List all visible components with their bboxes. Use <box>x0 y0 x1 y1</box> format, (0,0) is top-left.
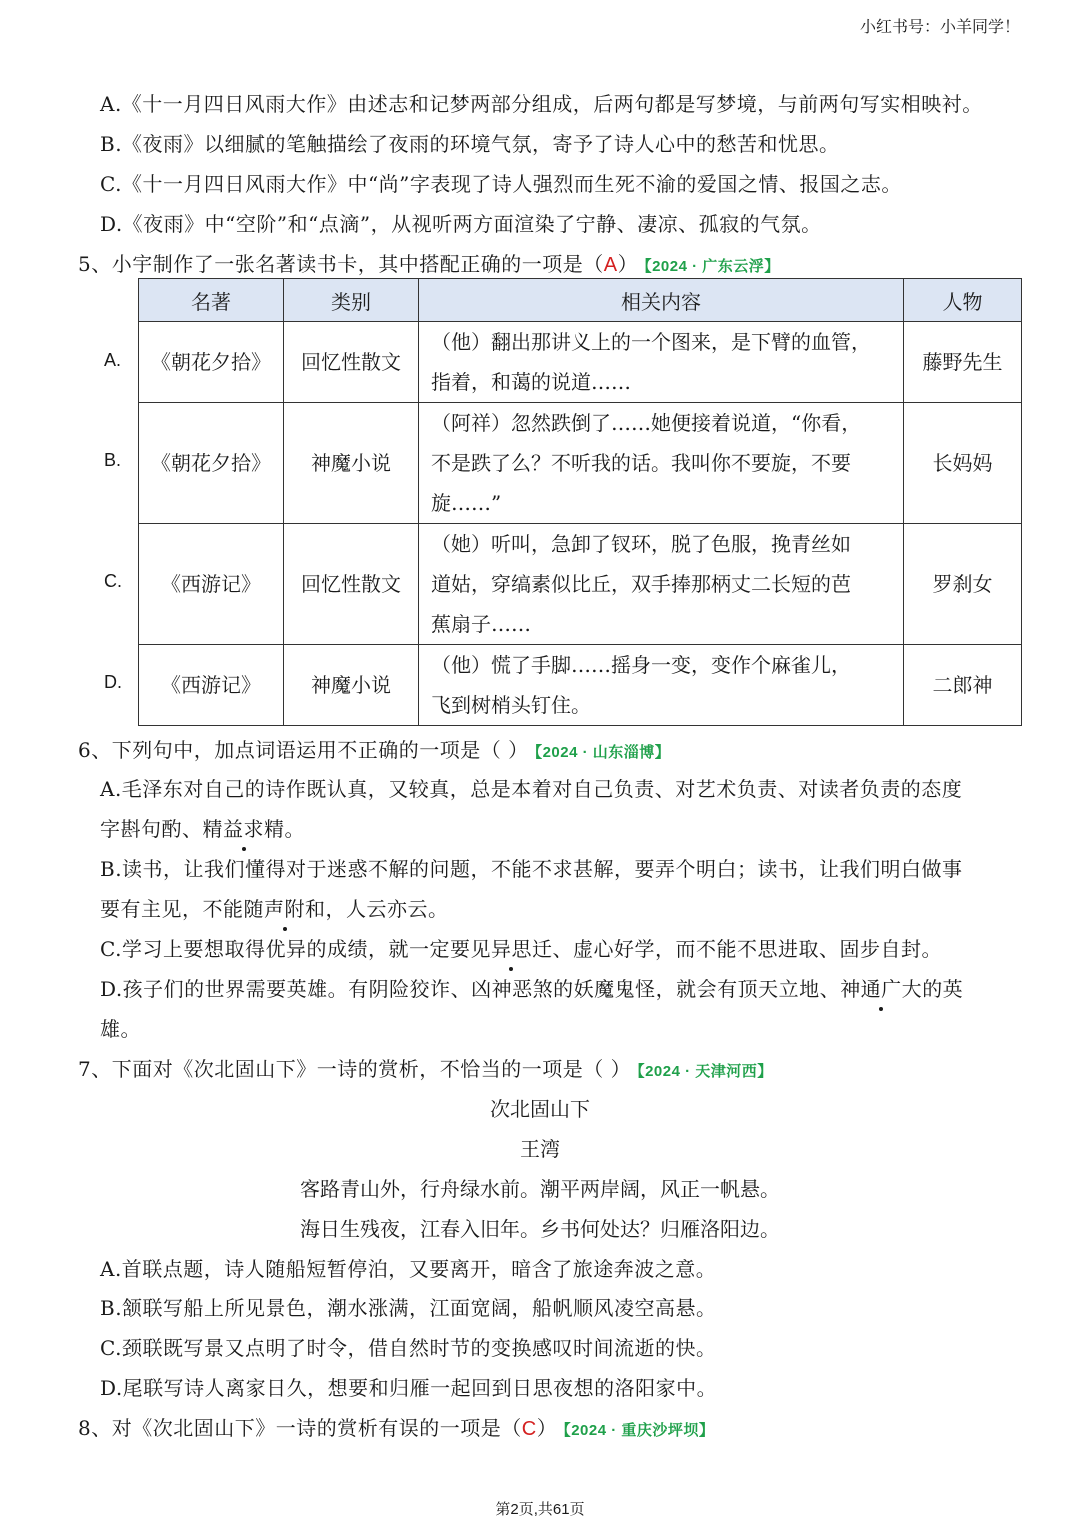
cell-book: 《朝花夕拾》 <box>139 322 284 403</box>
row-label-d: D. <box>104 672 122 692</box>
cell-book: 《西游记》 <box>139 645 284 726</box>
table-row <box>139 524 1022 645</box>
header-genre: 类别 <box>284 279 419 322</box>
cell-person: 藤野先生 <box>904 322 1022 403</box>
content-line: 指着，和蔼的说道…… <box>431 370 631 394</box>
text-run: 、虚心好学，而不能不思进取、固步自封。 <box>552 937 942 961</box>
q4-option-d: D.《夜雨》中“空阶”和“点滴”，从视听两方面渲染了宁静、凄凉、孤寂的气氛。 <box>100 212 822 236</box>
content-line: （他）慌了手脚……摇身一变，变作个麻雀儿， <box>431 653 851 677</box>
q7-stem <box>78 1053 773 1082</box>
q5-stem <box>78 248 780 277</box>
table-row <box>139 645 1022 726</box>
cell-genre: 回忆性散文 <box>284 524 419 645</box>
table-row <box>139 322 1022 403</box>
cell-person: 二郎神 <box>904 645 1022 726</box>
q6-option-b-line1: B.读书，让我们懂得对于迷惑不解的问题，不能不求甚解，要弄个明白；读书，让我们明白做事 <box>100 857 963 881</box>
q6-option-d-line1 <box>100 973 963 1002</box>
q6-option-a-line2 <box>100 813 305 842</box>
q7-option-c: C.颈联既写景又点明了时令，借自然时节的变换感叹时间流逝的快。 <box>100 1336 717 1360</box>
content-line: 道姑，穿缟素似比丘，双手捧那柄丈二长短的芭 <box>431 572 851 596</box>
q5-source-tag: 【2024 · 广东云浮】 <box>644 258 780 275</box>
table-row <box>139 403 1022 524</box>
q8-stem-after: ） <box>536 1416 558 1440</box>
cell-content <box>419 645 904 726</box>
cell-genre: 回忆性散文 <box>284 322 419 403</box>
q7-option-b: B.颔联写船上所见景色，潮水涨满，江面宽阔，船帆顺风凌空高悬。 <box>100 1296 717 1320</box>
q5-stem-after: ） <box>617 252 639 276</box>
q8-stem-before: 8、对《次北固山下》一诗的赏析有误的一项是（ <box>78 1416 522 1440</box>
q4-option-a: A.《十一月四日风雨大作》由述志和记梦两部分组成，后两句都是写梦境，与前两句写实相映衬。 <box>100 92 983 116</box>
dotted-term: 神通广大 <box>840 973 922 1002</box>
poem-line-2: 海日生残夜，江春入旧年。乡书何处达？归雁洛阳边。 <box>300 1217 780 1241</box>
dotted-term: 见异思迁 <box>470 933 552 962</box>
q6-stem-text: 6、下列句中，加点词语运用不正确的一项是（ ） <box>78 738 529 762</box>
q5-answer: A <box>603 254 618 276</box>
q4-option-c: C.《十一月四日风雨大作》中“尚”字表现了诗人强烈而生死不渝的爱国之情、报国之志。 <box>100 172 902 196</box>
cell-person: 长妈妈 <box>904 403 1022 524</box>
cell-content <box>419 322 904 403</box>
header-content: 相关内容 <box>419 279 904 322</box>
q8-source-tag: 【2024 · 重庆沙坪坝】 <box>563 1422 715 1439</box>
row-label-a: A. <box>104 350 122 370</box>
poem-line-1: 客路青山外，行舟绿水前。潮平两岸阔，风正一帆悬。 <box>300 1177 780 1201</box>
content-line: 蕉扇子…… <box>431 612 531 636</box>
q8-stem <box>78 1412 714 1441</box>
content-line: 飞到树梢头钉住。 <box>431 693 591 717</box>
dotted-term: 随声附和 <box>244 893 326 922</box>
header-book: 名著 <box>139 279 284 322</box>
table-header-row <box>139 279 1022 322</box>
row-label-c: C. <box>104 571 122 591</box>
content-line: 不是跌了么？不听我的话。我叫你不要旋，不要 <box>431 451 851 475</box>
q7-source-tag: 【2024 · 天津河西】 <box>637 1063 773 1080</box>
text-run: ，人云亦云。 <box>325 897 449 921</box>
header-person: 人物 <box>904 279 1022 322</box>
q6-option-c <box>100 933 942 962</box>
cell-person: 罗刹女 <box>904 524 1022 645</box>
content-line: （他）翻出那讲义上的一个图来，是下臂的血管， <box>431 330 871 354</box>
text-run: D.孩子们的世界需要英雄。有阴险狡诈、凶神恶煞的妖魔鬼怪，就会有顶天立地、 <box>100 977 841 1001</box>
poem-author: 王湾 <box>520 1137 560 1161</box>
row-label-b: B. <box>104 450 122 470</box>
page-footer: 第2页,共61页 <box>495 1501 585 1518</box>
q7-option-d: D.尾联写诗人离家日久，想要和归雁一起回到日思夜想的洛阳家中。 <box>100 1376 718 1400</box>
text-run: 字斟句酌、 <box>100 817 203 841</box>
q6-option-b-line2 <box>100 893 449 922</box>
cell-genre: 神魔小说 <box>284 645 419 726</box>
q6-stem <box>78 734 670 763</box>
cell-book: 《西游记》 <box>139 524 284 645</box>
q7-stem-text: 7、下面对《次北固山下》一诗的赏析，不恰当的一项是（ ） <box>78 1057 632 1081</box>
text-run: C.学习上要想取得优异的成绩，就一定要 <box>100 937 471 961</box>
cell-content <box>419 524 904 645</box>
q7-option-a: A.首联点题，诗人随船短暂停泊，又要离开，暗含了旅途奔波之意。 <box>100 1257 717 1281</box>
poem-title: 次北固山下 <box>490 1097 590 1121</box>
q5-stem-before: 5、小宇制作了一张名著读书卡，其中搭配正确的一项是（ <box>78 252 604 276</box>
book-card-table <box>138 278 1022 726</box>
q4-option-b: B.《夜雨》以细腻的笔触描绘了夜雨的环境气氛，寄予了诗人心中的愁苦和忧思。 <box>100 132 840 156</box>
text-run: 。 <box>284 817 305 841</box>
content-line: （她）听叫，急卸了钗环，脱了色服，挽青丝如 <box>431 532 851 556</box>
header-note: 小红书号：小羊同学！ <box>859 19 1020 36</box>
cell-book: 《朝花夕拾》 <box>139 403 284 524</box>
q6-option-a-line1: A.毛泽东对自己的诗作既认真，又较真，总是本着对自己负责、对艺术负责、对读者负责的态度 <box>100 777 963 801</box>
dotted-term: 精益求精 <box>203 813 285 842</box>
q6-option-d-line2: 雄。 <box>100 1017 141 1041</box>
text-run: 的英 <box>922 977 964 1001</box>
text-run: 要有主见，不能 <box>100 897 244 921</box>
content-line: （阿祥）忽然跌倒了……她便接着说道，“你看， <box>431 411 862 435</box>
cell-genre: 神魔小说 <box>284 403 419 524</box>
cell-content <box>419 403 904 524</box>
q8-answer: C <box>521 1418 537 1440</box>
q6-source-tag: 【2024 · 山东淄博】 <box>534 744 671 761</box>
content-line: 旋……” <box>431 491 502 515</box>
